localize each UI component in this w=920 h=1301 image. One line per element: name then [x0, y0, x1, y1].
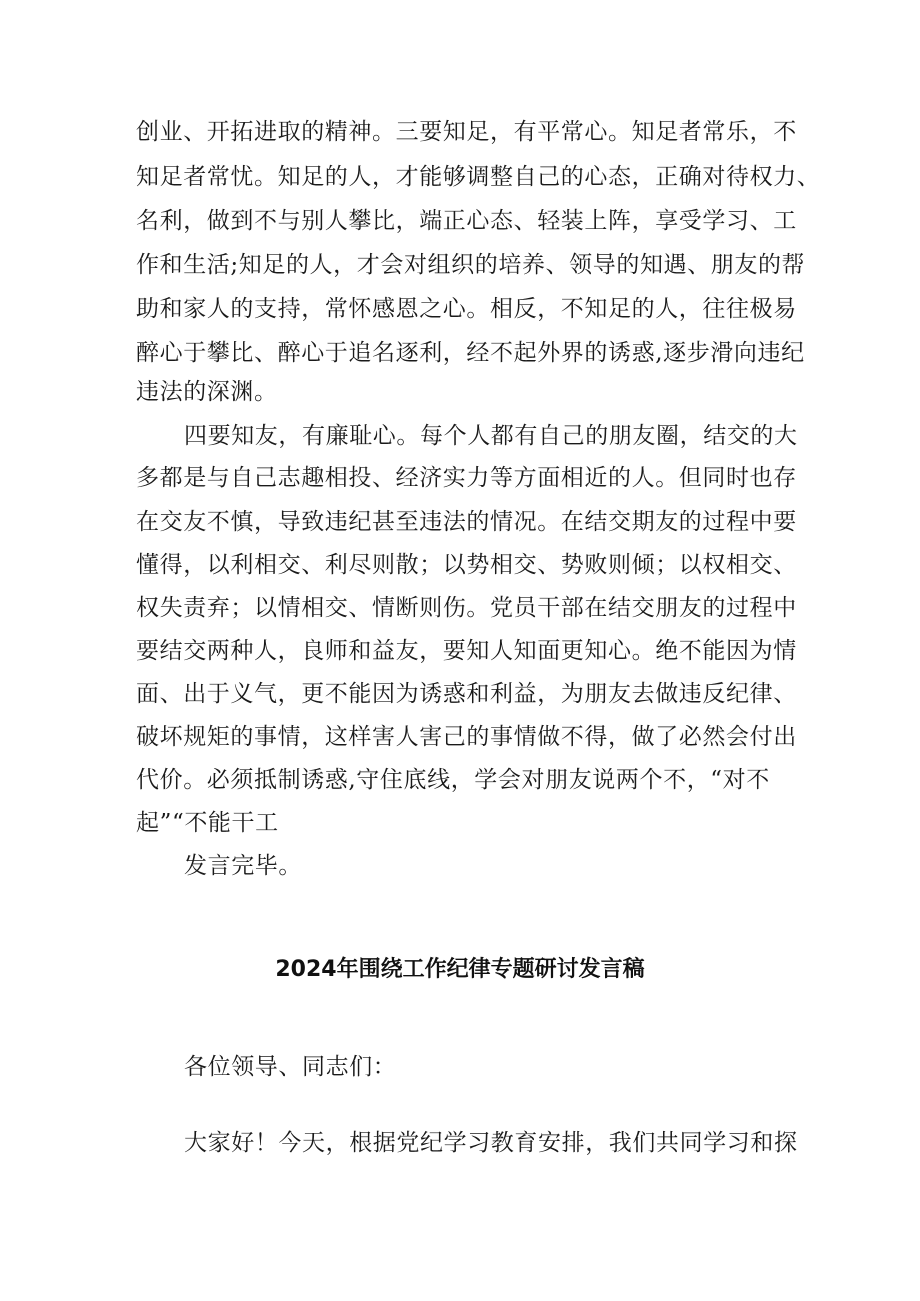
- paragraph-line: 多都是与自己志趣相投、经济实力等方面相近的人。但同时也存: [136, 465, 797, 491]
- paragraph-line: 作和生活;知足的人，才会对组织的培养、领导的知遇、朋友的帮: [136, 252, 806, 278]
- paragraph-line: 懂得，以利相交、利尽则散；以势相交、势败则倾；以权相交、: [136, 552, 797, 578]
- opening-line: 大家好！今天，根据党纪学习教育安排，我们共同学习和探: [184, 1130, 798, 1156]
- paragraph-line: 权失责弃；以情相交、情断则伤。党员干部在结交朋友的过程中: [136, 595, 797, 621]
- closing-line: 发言完毕。: [184, 853, 302, 879]
- paragraph-line: 醉心于攀比、醉心于追名逐利，经不起外界的诱惑,逐步滑向违纪: [136, 340, 805, 366]
- paragraph-line: 起”“不能干工: [136, 810, 279, 836]
- paragraph-line: 知足者常忧。知足的人，才能够调整自己的心态，正确对待权力、: [136, 164, 821, 190]
- paragraph-line: 名利，做到不与别人攀比，端正心态、轻装上阵，享受学习、工: [136, 208, 797, 234]
- paragraph-line: 代价。必须抵制诱惑,守住底线，学会对朋友说两个不，“对不: [136, 767, 770, 793]
- paragraph-line: 四要知友，有廉耻心。每个人都有自己的朋友圈，结交的大: [184, 423, 798, 449]
- document-title: 2024年围绕工作纪律专题研讨发言稿: [275, 957, 645, 982]
- paragraph-line: 面、出于义气，更不能因为诱惑和利益，为朋友去做违反纪律、: [136, 681, 797, 707]
- salutation: 各位领导、同志们：: [184, 1054, 397, 1080]
- paragraph-line: 助和家人的支持，常怀感恩之心。相反，不知足的人，往往极易: [136, 296, 797, 322]
- paragraph-line: 破坏规矩的事情，这样害人害己的事情做不得，做了必然会付出: [136, 724, 797, 750]
- paragraph-line: 在交友不慎，导致违纪甚至违法的情况。在结交期友的过程中要: [136, 509, 797, 535]
- paragraph-line: 违法的深渊。: [136, 379, 278, 405]
- paragraph-line: 要结交两种人，良师和益友，要知人知面更知心。绝不能因为情: [136, 638, 797, 664]
- paragraph-line: 创业、开拓进取的精神。三要知足，有平常心。知足者常乐，不: [136, 119, 797, 145]
